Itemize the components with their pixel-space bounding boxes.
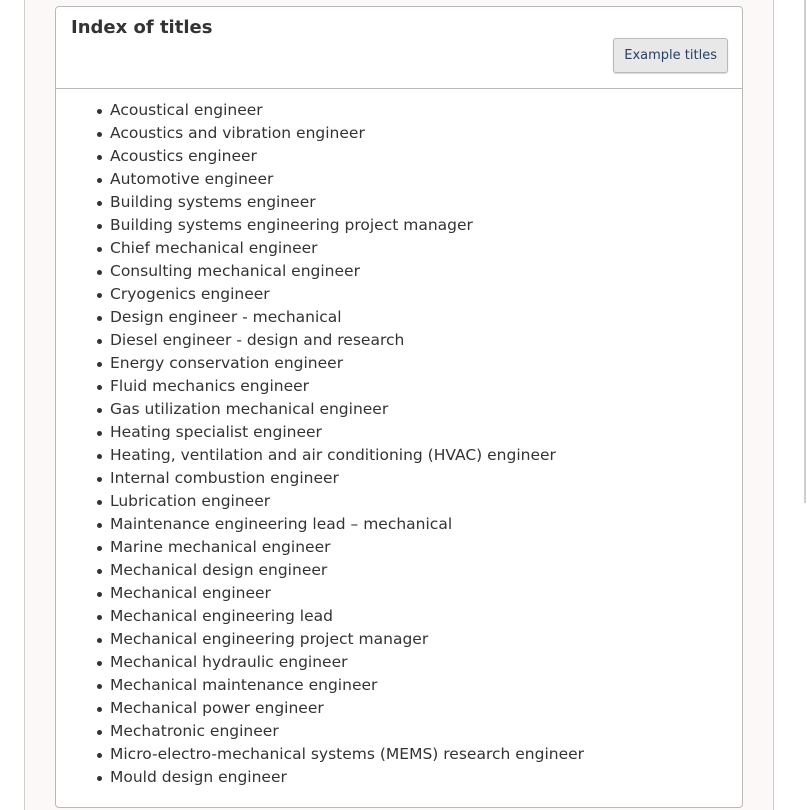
title-list-item: Gas utilization mechanical engineer [110, 398, 584, 421]
title-list-item: Internal combustion engineer [110, 467, 584, 490]
index-of-titles-panel [55, 6, 743, 808]
title-list-item: Energy conservation engineer [110, 352, 584, 375]
title-list-item: Building systems engineer [110, 191, 584, 214]
title-list-item: Mechanical power engineer [110, 697, 584, 720]
title-list-item: Chief mechanical engineer [110, 237, 584, 260]
title-list-item: Marine mechanical engineer [110, 536, 584, 559]
scrollbar-edge [804, 0, 806, 503]
example-titles-button[interactable]: Example titles [613, 38, 728, 73]
title-list-item: Building systems engineering project manager [110, 214, 584, 237]
title-list-item: Acoustics engineer [110, 145, 584, 168]
title-list-item: Acoustical engineer [110, 99, 584, 122]
title-list-item: Maintenance engineering lead – mechanical [110, 513, 584, 536]
title-list-item: Consulting mechanical engineer [110, 260, 584, 283]
title-list-item: Micro-electro-mechanical systems (MEMS) research engineer [110, 743, 584, 766]
title-list-item: Mechanical engineer [110, 582, 584, 605]
title-list-item: Lubrication engineer [110, 490, 584, 513]
title-list-item: Automotive engineer [110, 168, 584, 191]
title-list-item: Mechanical engineering project manager [110, 628, 584, 651]
title-list-item: Cryogenics engineer [110, 283, 584, 306]
title-list-item: Mechanical engineering lead [110, 605, 584, 628]
title-list-item: Design engineer - mechanical [110, 306, 584, 329]
title-list-item: Heating, ventilation and air conditioning (HVAC) engineer [110, 444, 584, 467]
title-list-item: Diesel engineer - design and research [110, 329, 584, 352]
title-list-item: Acoustics and vibration engineer [110, 122, 584, 145]
titles-list [56, 99, 584, 789]
title-list-item: Fluid mechanics engineer [110, 375, 584, 398]
panel-heading [56, 7, 742, 89]
title-list-item: Mechanical maintenance engineer [110, 674, 584, 697]
title-list-item: Heating specialist engineer [110, 421, 584, 444]
title-list-item: Mechatronic engineer [110, 720, 584, 743]
title-list-item: Mould design engineer [110, 766, 584, 789]
panel-title: Index of titles [71, 17, 213, 38]
title-list-item: Mechanical hydraulic engineer [110, 651, 584, 674]
title-list-item: Mechanical design engineer [110, 559, 584, 582]
